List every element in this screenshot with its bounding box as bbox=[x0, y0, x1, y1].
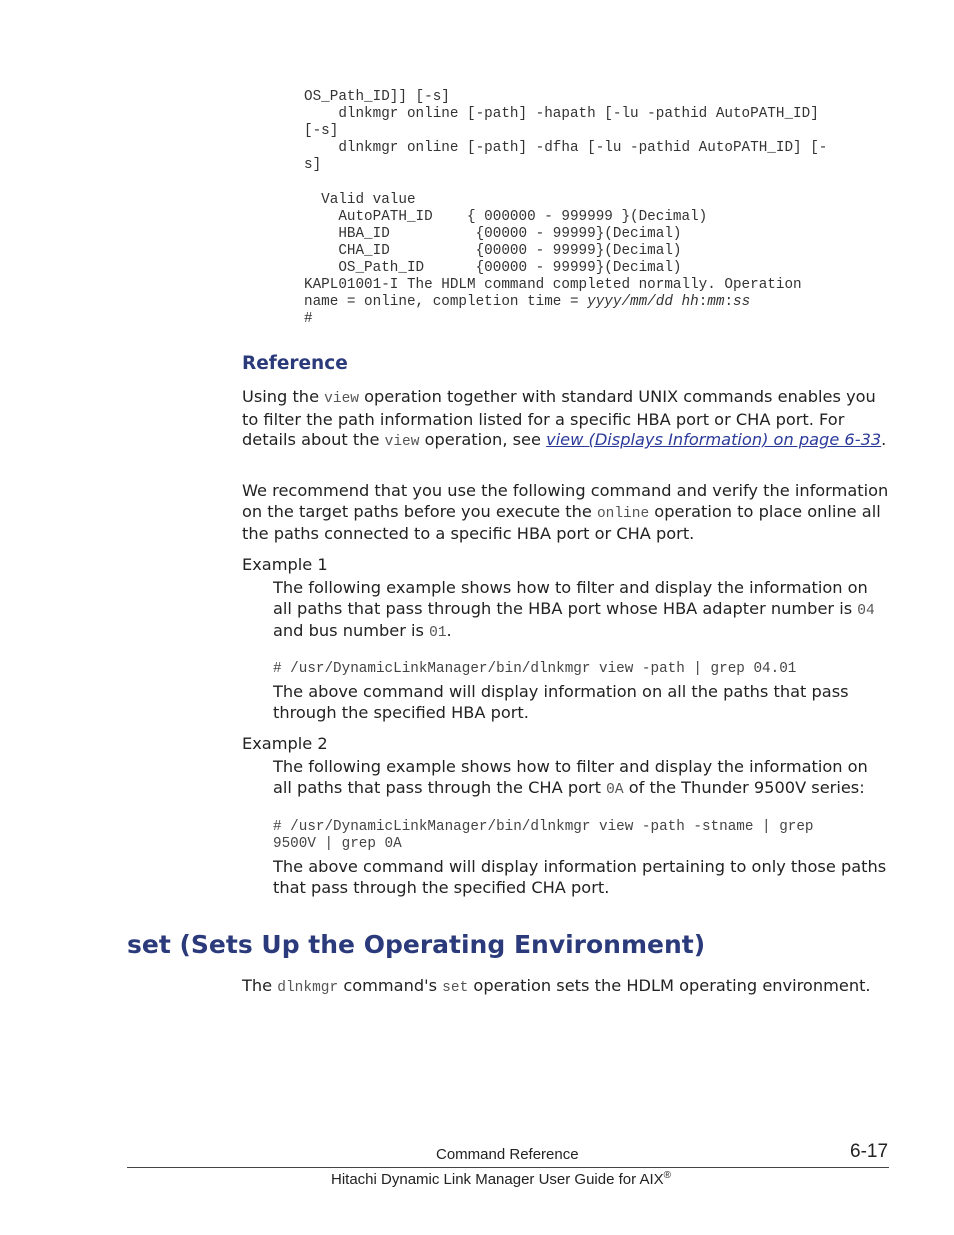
inline-code-bus: 01 bbox=[429, 625, 447, 642]
inline-code-view: view bbox=[384, 434, 420, 451]
code-line: OS_Path_ID]] [-s] bbox=[304, 89, 450, 105]
completion-line: name = online, completion time = yyyy/mm/dd hh:mm:ss bbox=[304, 294, 751, 311]
code-line: Valid value bbox=[304, 191, 416, 208]
inline-code-set: set bbox=[442, 980, 469, 996]
footer-section-name: Command Reference bbox=[436, 1146, 579, 1163]
inline-code-cha-port: 0A bbox=[606, 781, 624, 798]
code-line: [-s] bbox=[304, 123, 339, 140]
example-1-command: # /usr/DynamicLinkManager/bin/dlnkmgr view -path | grep 04.01 bbox=[273, 661, 797, 677]
code-line: dlnkmgr online [-path] -hapath [-lu -pathid AutoPATH_ID] bbox=[304, 106, 819, 123]
set-section-heading: set (Sets Up the Operating Environment) bbox=[127, 930, 706, 959]
set-section-paragraph: The dlnkmgr command's set operation sets the HDLM operating environment. bbox=[242, 976, 871, 996]
code-line: KAPL01001-I The HDLM command completed normally. Operation bbox=[304, 277, 802, 294]
footer-divider bbox=[127, 1167, 889, 1168]
inline-code-adapter: 04 bbox=[857, 602, 875, 619]
inline-code-online: online bbox=[596, 505, 650, 522]
example-2-description: The following example shows how to filter and display the information on all paths that pass through the CHA port 0A of the Thunder 9500V series: bbox=[273, 757, 868, 798]
code-block bbox=[304, 89, 904, 328]
inline-code-dlnkmgr: dlnkmgr bbox=[277, 980, 339, 996]
code-line: HBA_ID {00000 - 99999}(Decimal) bbox=[304, 225, 682, 242]
reference-paragraph-1: Using the view operation together with standard UNIX commands enables you to filter the path information listed for a specific HBA port or CHA port. For details about the view operation, see view (Displays Information) on page 6-33. bbox=[242, 387, 887, 451]
reference-heading: Reference bbox=[242, 353, 348, 374]
example-1-result: The above command will display information on all the paths that pass through the specified HBA port. bbox=[273, 682, 849, 722]
view-reference-link[interactable]: view (Displays Information) on page 6-33 bbox=[546, 430, 882, 450]
footer-document-title: Hitachi Dynamic Link Manager User Guide for AIX® bbox=[331, 1170, 672, 1188]
prompt-line: # bbox=[304, 311, 313, 328]
code-line: OS_Path_ID {00000 - 99999}(Decimal) bbox=[304, 259, 682, 276]
reference-paragraph-2: We recommend that you use the following command and verify the information on the target paths before you execute the online operation to place online all the paths connected to a specific HBA port or CHA port. bbox=[242, 481, 889, 544]
code-line: CHA_ID {00000 - 99999}(Decimal) bbox=[304, 242, 682, 259]
page-number: 6-17 bbox=[850, 1141, 889, 1162]
example-2-command: # /usr/DynamicLinkManager/bin/dlnkmgr view -path -stname | grep 9500V | grep 0A bbox=[273, 819, 814, 853]
code-line: s] bbox=[304, 157, 322, 174]
example-2-label: Example 2 bbox=[242, 734, 328, 753]
code-line: dlnkmgr online [-path] -dfha [-lu -pathid AutoPATH_ID] [- bbox=[304, 140, 828, 157]
example-1-description: The following example shows how to filter and display the information on all paths that pass through the HBA port whose HBA adapter number is 04 and bus number is 01. bbox=[273, 578, 875, 642]
example-2-result: The above command will display information pertaining to only those paths that pass through the specified CHA port. bbox=[273, 857, 887, 897]
inline-code-view: view bbox=[324, 391, 359, 407]
example-1-label: Example 1 bbox=[242, 555, 328, 574]
code-line: AutoPATH_ID { 000000 - 999999 }(Decimal) bbox=[304, 208, 708, 225]
